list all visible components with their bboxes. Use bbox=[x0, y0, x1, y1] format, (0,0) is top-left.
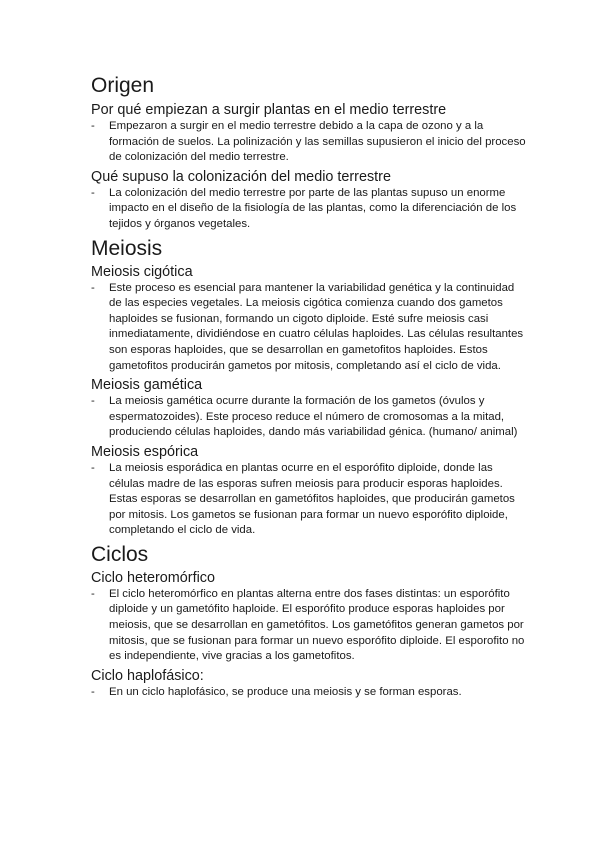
bullet-text: En un ciclo haplofásico, se produce una meiosis y se forman esporas. bbox=[109, 685, 462, 698]
subsection-title: Meiosis gamética bbox=[91, 377, 203, 394]
list-item bbox=[91, 186, 530, 233]
bullet-text: Empezaron a surgir en el medio terrestre debido a la capa de ozono y a la formación de suelos. La polinización y las semillas supusieron el inicio del proceso de colonización del medio terrestre. bbox=[109, 120, 526, 164]
subsection-title: Qué supuso la colonización del medio terrestre bbox=[91, 168, 391, 185]
subsection-title: Ciclo haplofásico: bbox=[91, 667, 204, 684]
list-item bbox=[91, 685, 530, 701]
list-item bbox=[91, 461, 530, 539]
bullet-marker: - bbox=[91, 120, 95, 132]
bullet-text: La colonización del medio terrestre por parte de las plantas supuso un enorme impacto en el diseño de la fisiología de las plantas, como la diferenciación de los tejidos y órganos vegetales. bbox=[109, 186, 517, 230]
bullet-text: Este proceso es esencial para mantener la variabilidad genética y la continuidad de las especies vegetales. La meiosis cigótica comienza cuando dos gametos haploides se fusionan, formando un cigoto diploide. Esté sufre meiosis casi inmediatamente, dividiéndose en cuatro células haploides. Las células resultantes son esporas haploides, que se desarrollan en gametofitos haploides. Estos gametofitos producirán gametos por mitosis, completando así el ciclo de vida. bbox=[109, 281, 524, 372]
subsection-title: Ciclo heteromórfico bbox=[91, 569, 215, 586]
section-title-ciclos: Ciclos bbox=[91, 542, 149, 566]
bullet-text: La meiosis gamética ocurre durante la formación de los gametos (óvulos y espermatozoides). Este proceso reduce el número de cromosomas a la mitad, produciendo células haploides, dando más variabilidad génica. (humano/ animal) bbox=[109, 395, 518, 439]
subsection-title: Meiosis cigótica bbox=[91, 263, 193, 280]
list-item bbox=[91, 587, 530, 665]
bullet-marker: - bbox=[91, 281, 95, 294]
list-item bbox=[91, 394, 530, 441]
section-title-origen: Origen bbox=[91, 74, 155, 97]
bullet-text: La meiosis esporádica en plantas ocurre en el esporófito diploide, donde las células madre de las esporas sufren meiosis para producir esporas haploides. Estas esporas se desarrollan en gametófitos haploides, que producirán gametos por mitosis. Los gametos se fusionan para formar un nuevo esporófito diploide, completando el ciclo de vida. bbox=[109, 461, 515, 537]
list-item bbox=[91, 119, 530, 166]
subsection-title: Por qué empiezan a surgir plantas en el medio terrestre bbox=[91, 102, 447, 118]
section-title-meiosis: Meiosis bbox=[91, 236, 163, 260]
bullet-marker: - bbox=[91, 186, 95, 199]
bullet-marker: - bbox=[91, 461, 95, 474]
list-item bbox=[91, 281, 530, 375]
subsection-title: Meiosis espórica bbox=[91, 443, 199, 460]
bullet-marker: - bbox=[91, 395, 95, 408]
bullet-marker: - bbox=[91, 685, 95, 698]
bullet-marker: - bbox=[91, 587, 95, 600]
bullet-text: El ciclo heteromórfico en plantas alterna entre dos fases distintas: un esporófito diploide y un gametófito haploide. El esporófito produce esporas haploides por meiosis, que se desarrollan en gametófitos. Los gametófitos generan gametos por mitosis, que se fusionan para formar un nuevo esporófito diploide. El esporofito no es independiente, vive gracias a los gametofitos. bbox=[109, 587, 525, 663]
